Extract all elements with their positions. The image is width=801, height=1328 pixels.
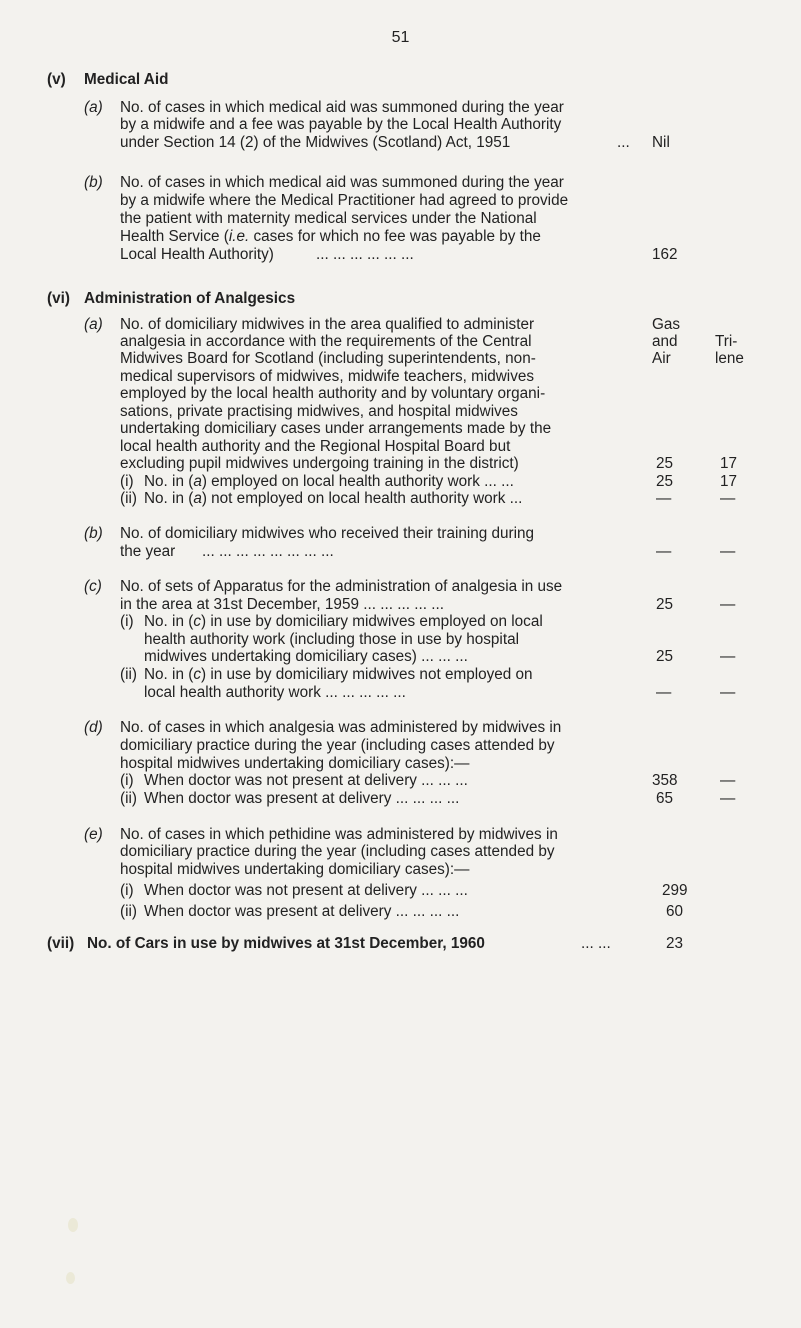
section-vi-c-i-gas-air: 25 xyxy=(656,648,674,665)
section-vi-e-line-3: hospital midwives undertaking domiciliary cases):— xyxy=(120,861,470,878)
column-gas-air-2: and xyxy=(652,333,678,350)
section-v-b-line-1: No. of cases in which medical aid was summoned during the year xyxy=(120,174,564,191)
section-vi-c-i-trilene: — xyxy=(720,648,736,665)
section-vi-a-i-trilene: 17 xyxy=(720,473,738,490)
section-v-b-line-4: Health Service (i.e. cases for which no fee was payable by the xyxy=(120,228,541,245)
section-vi-a-ii-text: No. in (a) not employed on local health authority work ... xyxy=(144,490,523,507)
section-vi-b-line-2: the year xyxy=(120,543,176,560)
section-vi-c-ii-gas-air: — xyxy=(656,684,672,701)
section-vi-b-gas-air: — xyxy=(656,543,672,560)
paper-blemish xyxy=(66,1272,75,1284)
section-vi-c-label: (c) xyxy=(84,578,102,595)
section-vi-c-gas-air: 25 xyxy=(656,596,674,613)
section-v-a-label: (a) xyxy=(84,99,103,116)
section-vii-heading: No. of Cars in use by midwives at 31st December, 1960 xyxy=(87,935,485,952)
section-vi-heading: Administration of Analgesics xyxy=(84,290,296,307)
section-vi-a-ii-trilene: — xyxy=(720,490,736,507)
section-vi-c-i-line-3: midwives undertaking domiciliary cases) ... ... ... xyxy=(144,648,468,665)
section-vi-a-line-6: sations, private practising midwives, and hospital midwives xyxy=(120,403,518,420)
section-vi-numeral: (vi) xyxy=(47,290,70,307)
section-vi-e-line-2: domiciliary practice during the year (including cases attended by xyxy=(120,843,555,860)
section-vi-a-line-7: undertaking domiciliary cases under arrangements made by the xyxy=(120,420,552,437)
section-vii-value: 23 xyxy=(666,935,684,952)
section-vi-c-ii-label: (ii) xyxy=(120,666,137,683)
section-vii-leader: ... ... xyxy=(581,935,611,952)
section-vi-a-line-9: excluding pupil midwives undergoing training in the district) xyxy=(120,455,519,472)
section-v-a-leader: ... xyxy=(617,134,630,151)
section-vi-b-leader: ... ... ... ... ... ... ... ... xyxy=(202,543,334,560)
section-vi-d-ii-trilene: — xyxy=(720,790,736,807)
section-vi-a-gas-air: 25 xyxy=(656,455,674,472)
section-vi-a-line-5: employed by the local health authority and by voluntary organi- xyxy=(120,385,546,402)
section-vi-d-i-label: (i) xyxy=(120,772,134,789)
section-v-b-line-2: by a midwife where the Medical Practitioner had agreed to provide xyxy=(120,192,569,209)
section-v-a-line-1: No. of cases in which medical aid was summoned during the year xyxy=(120,99,564,116)
section-v-numeral: (v) xyxy=(47,71,66,88)
section-vi-a-ii-label: (ii) xyxy=(120,490,137,507)
section-vi-b-trilene: — xyxy=(720,543,736,560)
section-vi-a-label: (a) xyxy=(84,316,103,333)
column-gas-air-1: Gas xyxy=(652,316,681,333)
section-vi-e-ii-value: 60 xyxy=(666,903,684,920)
section-vi-e-i-value: 299 xyxy=(662,882,688,899)
section-vi-d-line-2: domiciliary practice during the year (including cases attended by xyxy=(120,737,555,754)
section-vi-a-line-1: No. of domiciliary midwives in the area qualified to administer xyxy=(120,316,535,333)
section-vi-a-line-2: analgesia in accordance with the requirements of the Central xyxy=(120,333,532,350)
section-vi-c-i-label: (i) xyxy=(120,613,134,630)
section-vi-d-i-text: When doctor was not present at delivery ... ... ... xyxy=(144,772,468,789)
section-vi-e-line-1: No. of cases in which pethidine was administered by midwives in xyxy=(120,826,558,843)
section-vi-c-ii-line-2: local health authority work ... ... ... ... ... xyxy=(144,684,406,701)
section-vi-d-ii-gas-air: 65 xyxy=(656,790,674,807)
section-v-a-line-3: under Section 14 (2) of the Midwives (Scotland) Act, 1951 xyxy=(120,134,511,151)
section-vi-e-i-text: When doctor was not present at delivery ... ... ... xyxy=(144,882,468,899)
section-vi-d-i-trilene: — xyxy=(720,772,736,789)
section-vii-numeral: (vii) xyxy=(47,935,75,952)
section-vi-e-ii-label: (ii) xyxy=(120,903,137,920)
column-trilene-1: Tri- xyxy=(715,333,738,350)
column-trilene-2: lene xyxy=(715,350,744,367)
section-v-b-leader: ... ... ... ... ... ... xyxy=(316,246,414,263)
section-v-b-line-3: the patient with maternity medical services under the National xyxy=(120,210,537,227)
section-vi-a-line-8: local health authority and the Regional Hospital Board but xyxy=(120,438,511,455)
section-vi-e-label: (e) xyxy=(84,826,103,843)
page-number: 51 xyxy=(391,29,410,46)
section-vi-d-line-1: No. of cases in which analgesia was administered by midwives in xyxy=(120,719,562,736)
section-vi-c-line-2: in the area at 31st December, 1959 ... ... ... ... ... xyxy=(120,596,444,613)
section-vi-b-line-1: No. of domiciliary midwives who received their training during xyxy=(120,525,535,542)
section-vi-d-i-gas-air: 358 xyxy=(652,772,678,789)
section-vi-a-line-3: Midwives Board for Scotland (including superintendents, non- xyxy=(120,350,536,367)
section-vi-a-i-gas-air: 25 xyxy=(656,473,674,490)
section-v-heading: Medical Aid xyxy=(84,71,169,88)
section-vi-c-trilene: — xyxy=(720,596,736,613)
section-vi-d-ii-label: (ii) xyxy=(120,790,137,807)
column-gas-air-3: Air xyxy=(652,350,671,367)
section-v-a-line-2: by a midwife and a fee was payable by the Local Health Authority xyxy=(120,116,562,133)
section-vi-c-ii-line-1: No. in (c) in use by domiciliary midwives not employed on xyxy=(144,666,533,683)
section-v-b-label: (b) xyxy=(84,174,103,191)
section-vi-d-line-3: hospital midwives undertaking domiciliary cases):— xyxy=(120,755,470,772)
section-vi-e-ii-text: When doctor was present at delivery ... ... ... ... xyxy=(144,903,460,920)
section-vi-a-i-text: No. in (a) employed on local health authority work ... ... xyxy=(144,473,514,490)
section-vi-a-i-label: (i) xyxy=(120,473,134,490)
section-vi-c-i-line-2: health authority work (including those in use by hospital xyxy=(144,631,519,648)
section-vi-d-ii-text: When doctor was present at delivery ... ... ... ... xyxy=(144,790,460,807)
section-vi-b-label: (b) xyxy=(84,525,103,542)
section-vi-a-trilene: 17 xyxy=(720,455,738,472)
paper-blemish xyxy=(68,1218,78,1232)
section-v-b-line-5: Local Health Authority) xyxy=(120,246,274,263)
section-vi-e-i-label: (i) xyxy=(120,882,134,899)
section-vi-c-i-line-1: No. in (c) in use by domiciliary midwives employed on local xyxy=(144,613,543,630)
section-vi-a-line-4: medical supervisors of midwives, midwife teachers, midwives xyxy=(120,368,534,385)
section-v-b-value: 162 xyxy=(652,246,678,263)
section-v-a-value: Nil xyxy=(652,134,670,151)
section-vi-c-ii-trilene: — xyxy=(720,684,736,701)
section-vi-c-line-1: No. of sets of Apparatus for the administration of analgesia in use xyxy=(120,578,563,595)
section-vi-a-ii-gas-air: — xyxy=(656,490,672,507)
section-vi-d-label: (d) xyxy=(84,719,103,736)
